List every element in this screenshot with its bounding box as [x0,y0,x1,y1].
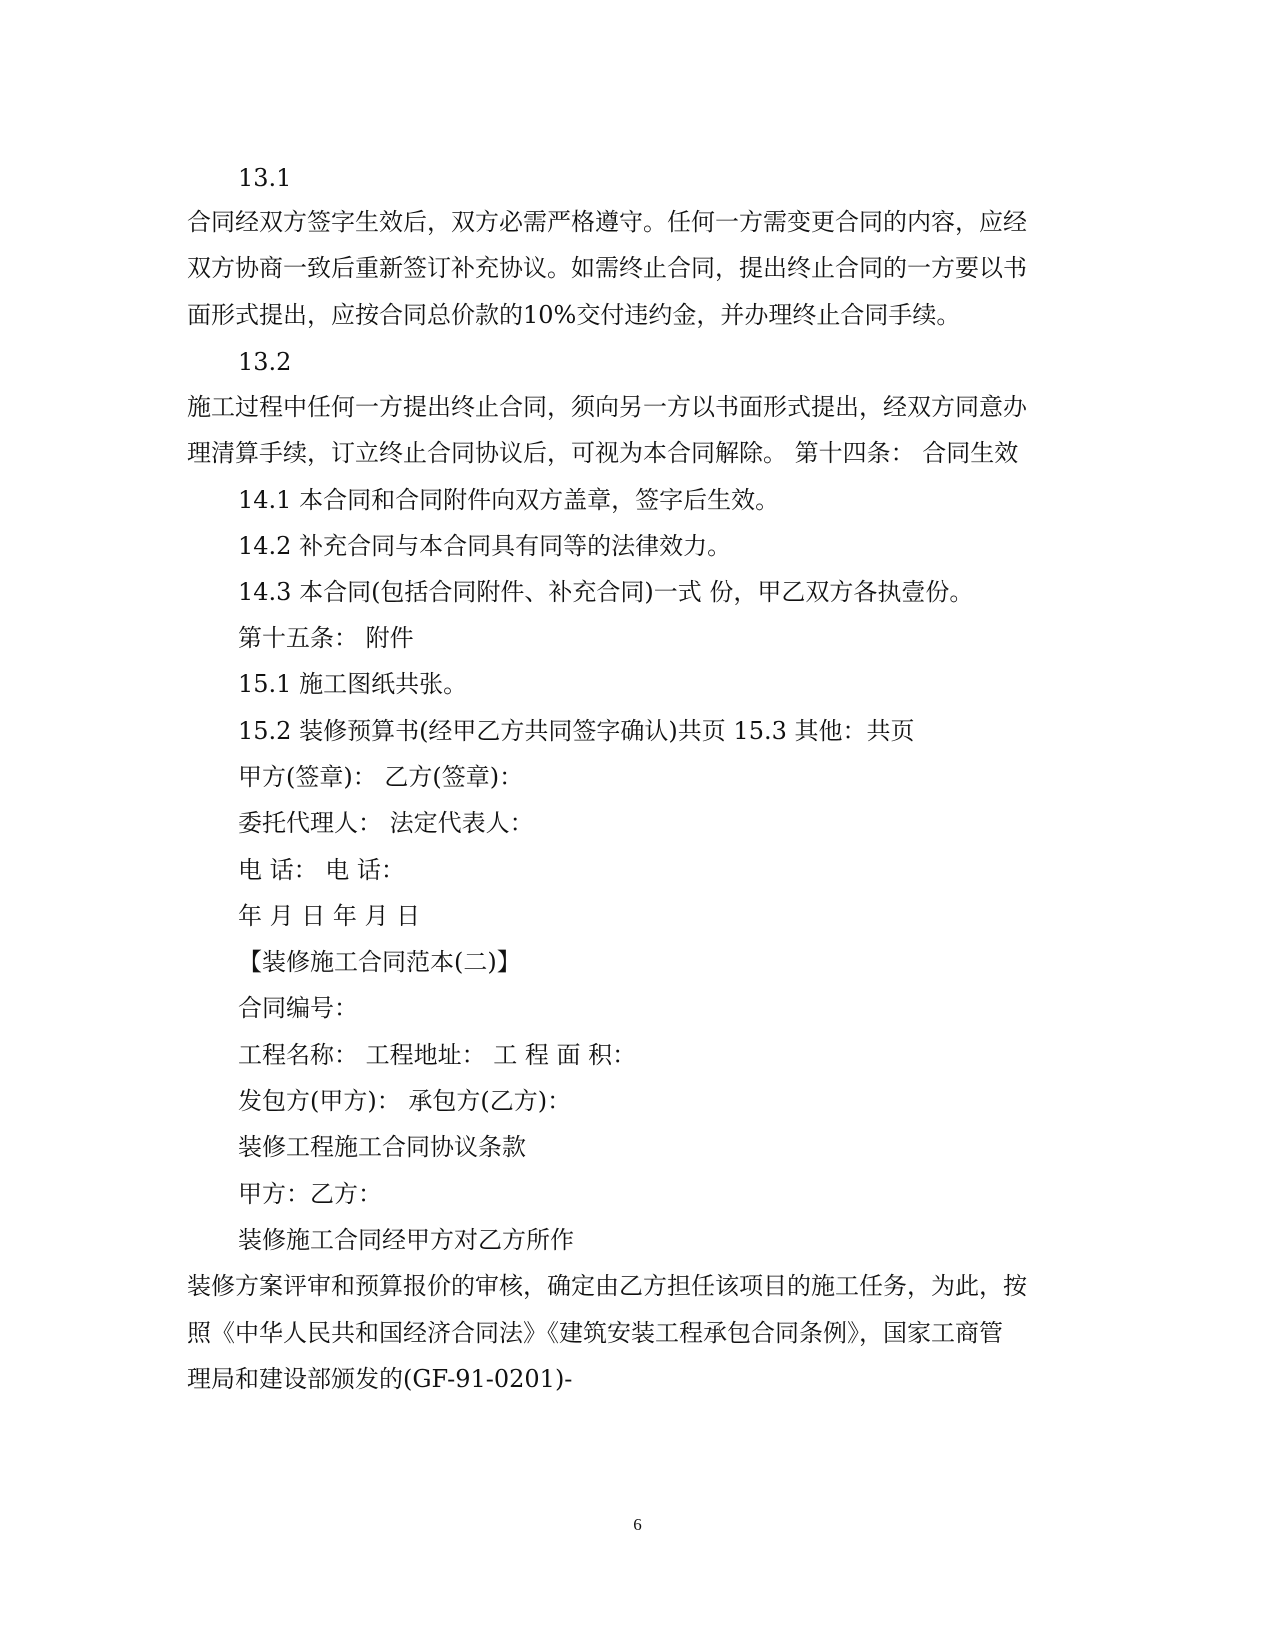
clause-number-13-1: 13.1 [238,164,292,192]
clause-15-2: 15.2 装修预算书(经甲乙方共同签字确认)共页 15.3 其他：共页 [238,717,915,745]
contract-number-line: 合同编号： [238,994,358,1022]
article-15-heading: 第十五条： 附件 [238,624,414,652]
agent-line: 委托代理人： 法定代表人： [238,809,534,837]
paragraph-line: 合同经双方签字生效后，双方必需严格遵守。任何一方需变更合同的内容，应经 [187,208,1027,236]
clause-14-2: 14.2 补充合同与本合同具有同等的法律效力。 [238,532,732,560]
party-line: 甲方：乙方： [238,1180,382,1208]
agreement-title: 装修工程施工合同协议条款 [238,1133,526,1161]
paragraph-line: 照《中华人民共和国经济合同法》《建筑安装工程承包合同条例》，国家工商管 [187,1319,1003,1347]
paragraph-line: 装修施工合同经甲方对乙方所作 [238,1226,574,1254]
section-heading: 【装修施工合同范本(二)】 [238,948,521,976]
clause-number-13-2: 13.2 [238,348,292,376]
paragraph-line: 施工过程中任何一方提出终止合同，须向另一方以书面形式提出，经双方同意办 [187,393,1027,421]
paragraph-line: 面形式提出，应按合同总价款的10%交付违约金，并办理终止合同手续。 [187,301,961,329]
project-info-line: 工程名称： 工程地址： 工 程 面 积： [238,1041,637,1069]
clause-15-1: 15.1 施工图纸共张。 [238,670,468,698]
page-number: 6 [633,1515,642,1534]
signature-line: 甲方(签章)： 乙方(签章)： [238,763,524,791]
paragraph-line: 理清算手续，订立终止合同协议后，可视为本合同解除。 第十四条： 合同生效 [187,439,1019,467]
clause-14-1: 14.1 本合同和合同附件向双方盖章，签字后生效。 [238,486,780,514]
phone-line: 电 话： 电 话： [238,856,405,884]
paragraph-line: 装修方案评审和预算报价的审核，确定由乙方担任该项目的施工任务，为此，按 [187,1272,1027,1300]
paragraph-line: 理局和建设部颁发的(GF-91-0201)- [187,1365,573,1393]
clause-14-3: 14.3 本合同(包括合同附件、补充合同)一式 份，甲乙双方各执壹份。 [238,578,974,606]
paragraph-line: 双方协商一致后重新签订补充协议。如需终止合同，提出终止合同的一方要以书 [187,254,1027,282]
date-line: 年 月 日 年 月 日 [238,902,421,930]
parties-line: 发包方(甲方)： 承包方(乙方)： [238,1087,572,1115]
